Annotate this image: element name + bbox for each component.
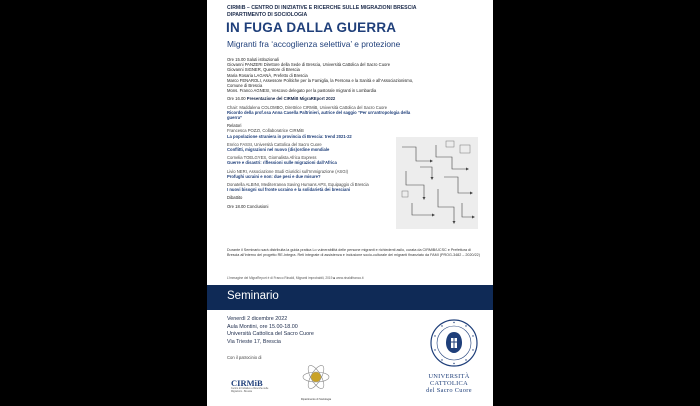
speakers-label: Relatori <box>227 123 242 129</box>
greeting-item: Marco FENAROLI, Assessore Politiche per la Famiglia, la Persona e la Sanità e all'Associazionismo, Comune di Brescia <box>227 77 414 89</box>
department-emblem-icon <box>301 362 331 392</box>
report-title: Presentazione del CIRMiB MigraREport 2022 <box>246 96 336 102</box>
university-logo-line: CATTOLICA <box>429 380 469 388</box>
cirmib-logo-tagline: Centro di Iniziative e Ricerche sulle Migrazioni - Brescia <box>231 387 269 393</box>
patronage-label: Con il patrocinio di <box>227 355 262 360</box>
maze-arrows-illustration <box>396 137 478 229</box>
talk-speaker: Donatella ALBINI, Mediterranea Saving Humans APS, Equipaggio di Brescia <box>227 182 369 188</box>
talk-speaker: Enrico FASSI, Università Cattolica del Sacro Cuore <box>227 141 322 147</box>
talk-speaker: Livio NERI, Associazione Studi Giuridici sull’Immigrazione (ASGI) <box>227 168 349 174</box>
university-seal-icon <box>429 318 479 368</box>
talk-title: I nuovi bisogni sul fronte ucraino e la solidarietà dei bresciani <box>227 187 351 193</box>
university-logo-text <box>417 373 481 395</box>
tribute: Ricordo della prof.ssa Anna Casella Paltrinieri, autrice del saggio “Per un’antropologia della guerra” <box>227 109 411 121</box>
department-logo <box>291 362 341 401</box>
image-credit: L’immagine del MigraReport è di Franco Rinaldi, Migranti improbabili, 2019 ■ www.rinaldifranco.it <box>227 276 364 280</box>
greeting-item: Giovanni SIGNER, Questore di Brescia <box>227 67 300 73</box>
talk-speaker: Cornelia TOELGYES, Giornalista Africa Express <box>227 155 317 161</box>
university-logo-line: UNIVERSITÀ <box>428 373 470 380</box>
university-logo-line: del Sacro Cuore <box>426 387 472 395</box>
event-date: Venerdì 2 dicembre 2022 <box>227 316 288 322</box>
greeting-item: Mons. Franco AGNESI, Vescovo delegato per la pastorale migranti in Lombardia <box>227 88 377 94</box>
closing: Ore 18.00 Conclusioni <box>227 203 269 209</box>
seminar-band <box>207 285 493 310</box>
event-room-time: Aula Montini, ore 15.00-18.00 <box>227 323 298 330</box>
header-department: DIPARTIMENTO DI SOCIOLOGIA <box>227 12 308 18</box>
report-time: Ore 16.00 <box>227 96 246 102</box>
talk-title: Conflitti, migrazioni nel nuovo (dis)ordine mondiale <box>227 147 330 153</box>
cirmib-logo-name: CIRMiB <box>231 378 263 388</box>
event-details <box>227 316 314 346</box>
department-logo-label: Dipartimento di Sociologia <box>300 398 332 401</box>
flyer-page <box>207 0 493 406</box>
university-seal <box>429 318 479 373</box>
event-address: Via Trieste 17, Brescia <box>227 338 281 345</box>
talk-title: La popolazione straniera in provincia di Brescia: trend 2021-22 <box>227 133 352 139</box>
greeting-item: Maria Rosaria LAGANÀ, Prefetto di Brescia <box>227 72 308 78</box>
talk-speaker: Francesca POZZI, Collaboratrice CIRMiB <box>227 128 304 134</box>
event-university: Università Cattolica del Sacro Cuore <box>227 331 314 338</box>
talk-title: Guerre e disastri: riflessioni sulle migrazioni dall’Africa <box>227 160 337 166</box>
seminar-label: Seminario <box>227 290 279 302</box>
cirmib-logo <box>231 378 273 394</box>
event-title: IN FUGA DALLA GUERRA <box>226 20 397 35</box>
header-organization: CIRMiB – CENTRO DI INIZIATIVE E RICERCHE SULLE MIGRAZIONI BRESCIA <box>227 5 417 11</box>
cover-artwork <box>396 137 478 229</box>
event-subtitle: Migranti fra ‘accoglienza selettiva’ e protezione <box>227 39 401 49</box>
opening-time: Ore 15.00 Saluti istituzionali <box>227 57 279 62</box>
guide-note: Durante il Seminario sarà distribuita la guida pratica Lo vulnerabilità delle persone migranti e richiedenti asilo, curata da CIRMiB/UCSC e Prefettura di Brescia all’interno del progetto RE-Integra. Reti integrate di assistenza e inclusione socio-culturale dei migranti finanziato da FAMI (PROG-3482 – 2020/22) <box>227 248 480 257</box>
talk-title: Profughi ucraini e non: due pesi e due misure? <box>227 173 321 179</box>
debate: Dibattito <box>227 195 243 201</box>
greeting-item: Giovanni PANZERI Direttore della Sede di Brescia, Università Cattolica del Sacro Cuore <box>227 62 391 68</box>
program <box>227 57 417 209</box>
chair: Chair: Maddalena COLOMBO, Direttrice CIRMiB, Università Cattolica del Sacro Cuore <box>227 104 388 110</box>
